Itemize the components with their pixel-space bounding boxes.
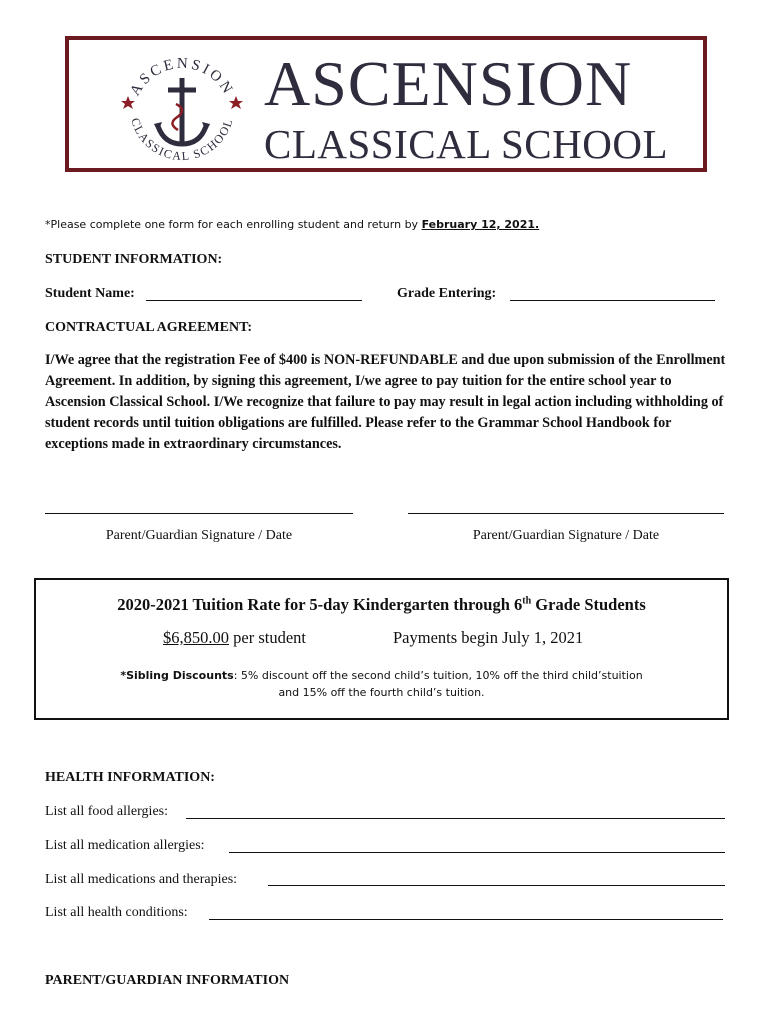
anchor-icon xyxy=(158,78,206,144)
health-conditions-label: List all health conditions: xyxy=(45,905,188,920)
food-allergies-field[interactable] xyxy=(186,818,725,819)
instruction-deadline: February 12, 2021. xyxy=(421,218,540,231)
tuition-amount-value: $6,850.00 xyxy=(163,628,229,647)
school-name-title: ASCENSION xyxy=(264,48,633,119)
tuition-title-pre: 2020-2021 Tuition Rate for 5-day Kindergarten through 6 xyxy=(117,595,523,614)
sibling-discount-line-1 xyxy=(36,669,727,682)
grade-entering-label: Grade Entering: xyxy=(397,286,497,301)
contract-paragraph: I/We agree that the registration Fee of $400 is NON-REFUNDABLE and due upon submission of the Enrollment Agreement. In addition, by signing this agreement, I/we agree to pay tuition for the entire school year to Ascension Classical School. I/We recognize that failure to pay may result in legal action including withholding of student records until tuition obligations are fulfilled. Please refer to the Grammar School Handbook for exceptions made in extraordinary circumstances. xyxy=(45,352,726,452)
signature-line-right[interactable] xyxy=(408,513,724,514)
seal-bottom-text: CLASSICAL SCHOOL xyxy=(128,116,236,164)
medications-therapies-label: List all medications and therapies: xyxy=(45,872,238,887)
tuition-title xyxy=(36,595,727,615)
tuition-title-sup: th xyxy=(522,595,532,607)
school-seal-logo xyxy=(114,44,250,174)
grade-entering-field[interactable] xyxy=(510,300,715,301)
parent-info-heading: PARENT/GUARDIAN INFORMATION xyxy=(45,973,290,988)
contract-heading: CONTRACTUAL AGREEMENT: xyxy=(45,320,253,335)
medication-allergies-label: List all medication allergies: xyxy=(45,838,205,853)
sibling-discount-text: : 5% discount off the second child’s tuition, 10% off the third child’stuition xyxy=(233,669,643,682)
tuition-title-post: Grade Students xyxy=(531,595,646,614)
signature-line-left[interactable] xyxy=(45,513,353,514)
school-name-subtitle: CLASSICAL SCHOOL xyxy=(264,121,669,167)
signature-label-left: Parent/Guardian Signature / Date xyxy=(105,528,293,543)
medications-therapies-field[interactable] xyxy=(268,885,725,886)
student-name-field[interactable] xyxy=(146,300,362,301)
health-heading: HEALTH INFORMATION: xyxy=(45,770,215,785)
instruction-prefix: *Please complete one form for each enrolling student and return by xyxy=(45,218,422,231)
star-right-icon xyxy=(229,96,243,109)
tuition-amount-suffix: per student xyxy=(229,628,306,647)
signature-label-right: Parent/Guardian Signature / Date xyxy=(472,528,660,543)
sibling-discount-label: *Sibling Discounts xyxy=(120,669,234,682)
star-left-icon xyxy=(121,96,135,109)
student-name-label: Student Name: xyxy=(45,286,135,301)
medication-allergies-field[interactable] xyxy=(229,852,725,853)
tuition-payments: Payments begin July 1, 2021 xyxy=(393,628,584,647)
food-allergies-label: List all food allergies: xyxy=(45,804,168,819)
health-conditions-field[interactable] xyxy=(209,919,723,920)
student-info-heading: STUDENT INFORMATION: xyxy=(45,252,223,267)
seal-top-text: ASCENSION xyxy=(127,55,237,99)
sibling-discount-line-2: and 15% off the fourth child’s tuition. xyxy=(278,686,485,699)
instruction-text xyxy=(45,218,539,231)
tuition-amount xyxy=(163,628,306,648)
